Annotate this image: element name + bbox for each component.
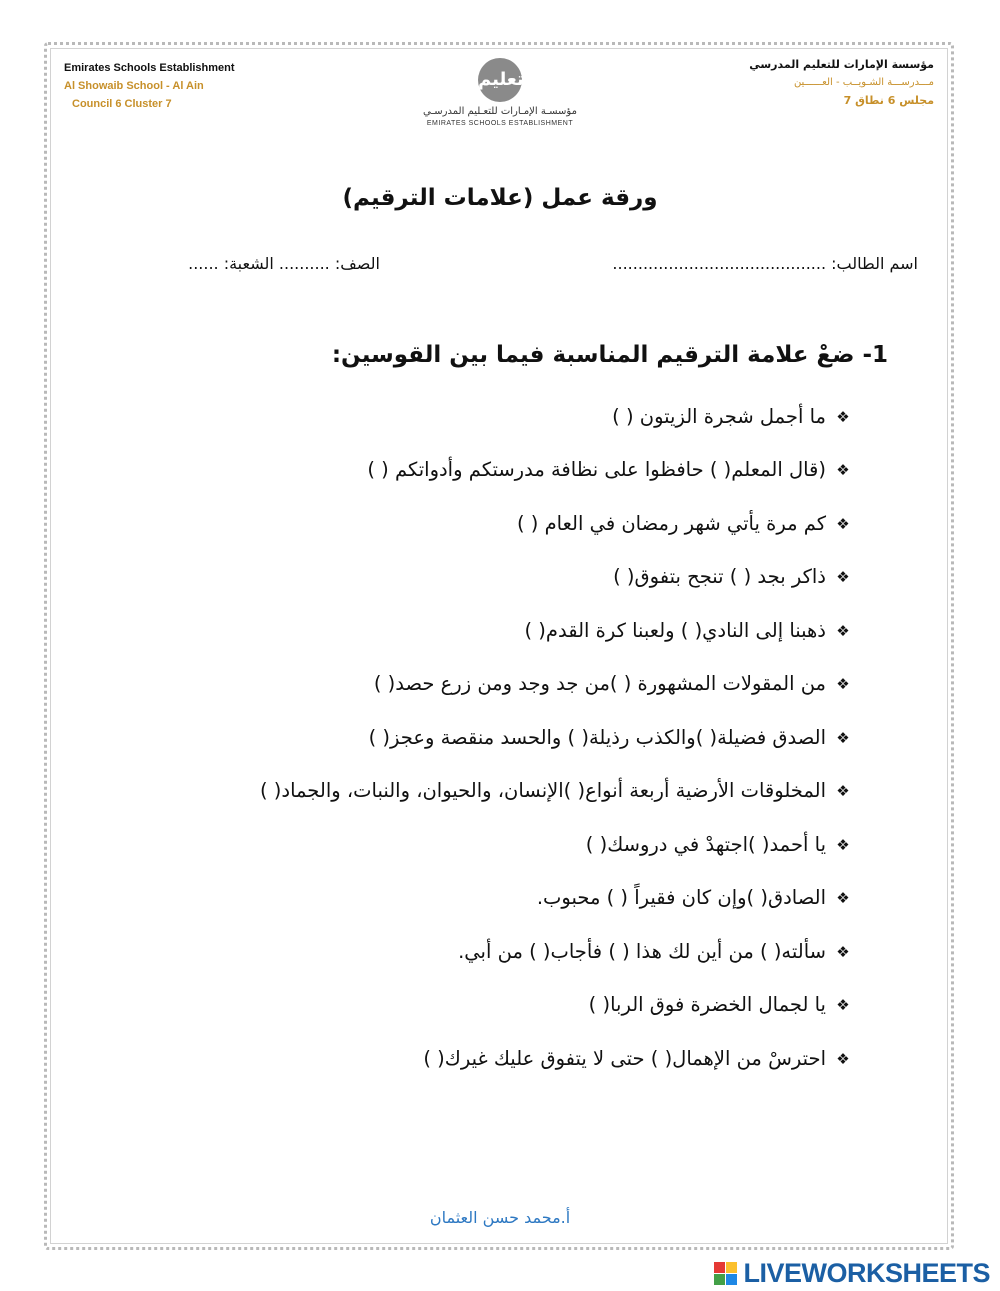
list-item[interactable] <box>72 1032 852 1086</box>
question-heading: 1- ضعْ علامة الترقيم المناسبة فيما بين القوسين: <box>331 342 888 368</box>
diamond-bullet-icon: ❖ <box>836 782 850 801</box>
diamond-bullet-icon: ❖ <box>836 835 850 854</box>
header-right-line1: مؤسسة الإمارات للتعليم المدرسي <box>749 58 934 71</box>
liveworksheets-watermark <box>714 1258 990 1289</box>
item-text: ذاكر بجد ( ) تنجح بتفوق( ) <box>613 565 826 589</box>
list-item[interactable] <box>72 658 852 712</box>
item-text: الصادق( )وإن كان فقيراً ( ) محبوب. <box>536 886 826 910</box>
list-item[interactable] <box>72 925 852 979</box>
list-item[interactable] <box>72 604 852 658</box>
header-right-line2: مـــدرســـة الشـويــب - العــــــين <box>793 77 934 88</box>
logo-emblem: تعليم <box>478 58 522 102</box>
list-item[interactable] <box>72 765 852 819</box>
item-text: المخلوقات الأرضية أربعة أنواع( )الإنسان، والحيوان، والنبات، والجماد( ) <box>259 779 826 803</box>
diamond-bullet-icon: ❖ <box>836 1049 850 1068</box>
diamond-bullet-icon: ❖ <box>836 889 850 908</box>
diamond-bullet-icon: ❖ <box>836 996 850 1015</box>
list-item[interactable] <box>72 872 852 926</box>
liveworksheets-logo-icon <box>714 1262 737 1285</box>
header-left-line1: Emirates Schools Establishment <box>64 62 235 74</box>
item-text: الصدق فضيلة( )والكذب رذيلة( ) والحسد منقصة وعجز( ) <box>368 725 826 749</box>
exercise-list <box>72 390 852 1086</box>
list-item[interactable] <box>72 497 852 551</box>
item-text: احترسْ من الإهمال( ) حتى لا يتفوق عليك غيرك( ) <box>423 1046 826 1070</box>
item-text: كم مرة يأتي شهر رمضان في العام ( ) <box>516 511 826 535</box>
diamond-bullet-icon: ❖ <box>836 568 850 587</box>
diamond-bullet-icon: ❖ <box>836 461 850 480</box>
header-right-line3: مجلس 6 نطاق 7 <box>843 94 934 107</box>
list-item[interactable] <box>72 444 852 498</box>
logo-english-name: EMIRATES SCHOOLS ESTABLISHMENT <box>426 120 574 127</box>
diamond-bullet-icon: ❖ <box>836 728 850 747</box>
diamond-bullet-icon: ❖ <box>836 942 850 961</box>
school-logo <box>420 58 580 128</box>
diamond-bullet-icon: ❖ <box>836 514 850 533</box>
logo-block-blue <box>726 1274 737 1285</box>
item-text: يا أحمد( )اجتهدْ في دروسك( ) <box>585 832 826 856</box>
header-right-block <box>714 58 934 107</box>
logo-block-green <box>714 1274 725 1285</box>
student-name-field[interactable]: اسم الطالب: .......................................... <box>612 254 918 273</box>
item-text: ما أجمل شجرة الزيتون ( ) <box>612 404 826 428</box>
item-text: ذهبنا إلى النادي( ) ولعبنا كرة القدم( ) <box>524 618 826 642</box>
logo-arabic-name: مؤسسـة الإمـارات للتعـليم المدرسـي <box>423 106 577 117</box>
logo-block-red <box>714 1262 725 1273</box>
list-item[interactable] <box>72 390 852 444</box>
diamond-bullet-icon: ❖ <box>836 407 850 426</box>
class-section-field[interactable]: الصف: .......... الشعبة: ...... <box>188 254 380 273</box>
item-text: سألته( ) من أين لك هذا ( ) فأجاب( ) من أبي. <box>458 939 826 963</box>
worksheet-title: ورقة عمل (علامات الترقيم) <box>342 185 658 211</box>
diamond-bullet-icon: ❖ <box>836 621 850 640</box>
header-left-block <box>64 62 294 110</box>
header-left-line2: Al Showaib School - Al Ain <box>64 80 204 92</box>
list-item[interactable] <box>72 818 852 872</box>
logo-block-yellow <box>726 1262 737 1273</box>
teacher-name: أ.محمد حسن العثمان <box>429 1208 571 1227</box>
item-text: من المقولات المشهورة ( )من جد وجد ومن زرع حصد( ) <box>373 672 826 696</box>
list-item[interactable] <box>72 711 852 765</box>
item-text: يا لجمال الخضرة فوق الربا( ) <box>588 993 826 1017</box>
list-item[interactable] <box>72 551 852 605</box>
list-item[interactable] <box>72 979 852 1033</box>
liveworksheets-text: LIVEWORKSHEETS <box>743 1258 990 1288</box>
diamond-bullet-icon: ❖ <box>836 675 850 694</box>
header-left-line3: Council 6 Cluster 7 <box>72 98 172 110</box>
item-text: (قال المعلم( ) حافظوا على نظافة مدرستكم وأدواتكم ( ) <box>367 458 826 482</box>
